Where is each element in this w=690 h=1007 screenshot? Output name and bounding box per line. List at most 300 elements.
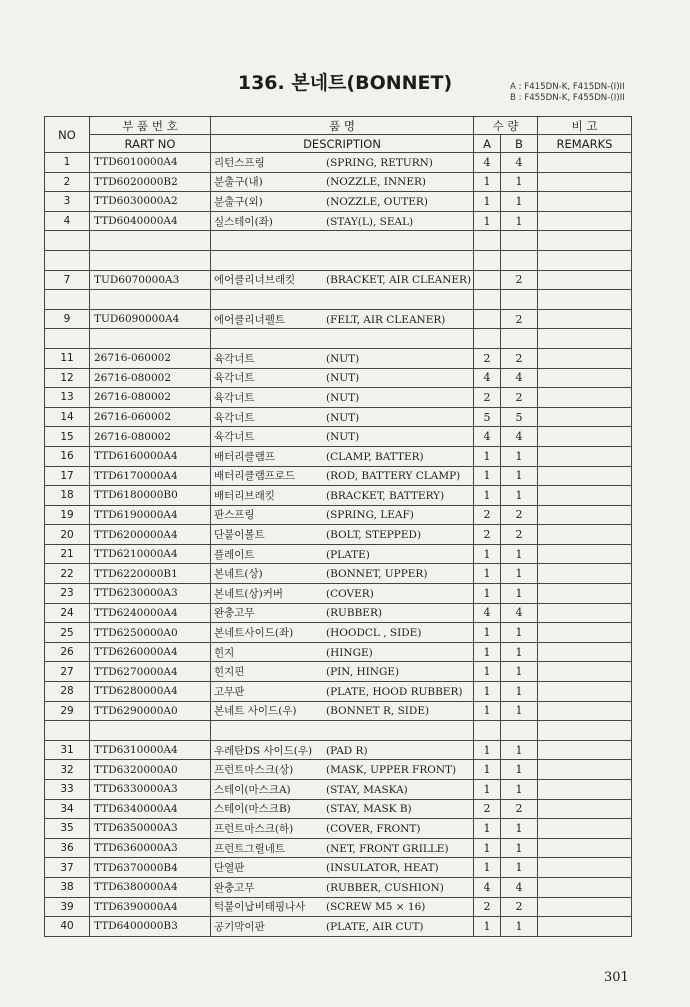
row-part-no xyxy=(90,290,211,310)
table-row xyxy=(45,231,632,251)
table-row xyxy=(45,760,632,780)
row-desc-en: (SPRING, LEAF) xyxy=(326,509,414,522)
table-row xyxy=(45,505,632,525)
row-qty-b: 1 xyxy=(501,917,538,937)
row-part-no: TTD6170000A4 xyxy=(90,466,211,486)
row-qty-a: 2 xyxy=(474,799,501,819)
row-description xyxy=(211,192,474,212)
row-qty-a xyxy=(474,250,501,270)
row-description xyxy=(211,446,474,466)
row-no: 9 xyxy=(45,309,90,329)
row-remarks xyxy=(538,329,632,349)
row-part-no: TTD6230000A3 xyxy=(90,584,211,604)
table-row xyxy=(45,662,632,682)
table-row xyxy=(45,407,632,427)
row-remarks xyxy=(538,368,632,388)
row-no: 39 xyxy=(45,897,90,917)
row-part-no: TTD6010000A4 xyxy=(90,153,211,173)
table-row xyxy=(45,877,632,897)
row-no: 31 xyxy=(45,740,90,760)
row-description xyxy=(211,348,474,368)
row-desc-kr: 프런트마스크(하) xyxy=(214,822,294,835)
table-row xyxy=(45,544,632,564)
header-desc-en: DESCRIPTION xyxy=(211,135,474,153)
row-no: 32 xyxy=(45,760,90,780)
row-desc-kr: 분출구(외) xyxy=(214,195,263,208)
row-no xyxy=(45,231,90,251)
row-description xyxy=(211,584,474,604)
row-no: 20 xyxy=(45,525,90,545)
row-description xyxy=(211,564,474,584)
row-description xyxy=(211,407,474,427)
page-title: 136. 본네트(BONNET) xyxy=(237,72,453,94)
row-no: 33 xyxy=(45,780,90,800)
row-desc-en: (BOLT, STEPPED) xyxy=(326,529,422,542)
row-description xyxy=(211,877,474,897)
row-desc-en: (NUT) xyxy=(326,352,360,365)
table-row xyxy=(45,780,632,800)
row-desc-en: (MASK, UPPER FRONT) xyxy=(326,764,457,777)
row-no: 35 xyxy=(45,819,90,839)
row-remarks xyxy=(538,760,632,780)
row-qty-a: 1 xyxy=(474,780,501,800)
row-part-no: TTD6270000A4 xyxy=(90,662,211,682)
model-b: B : F455DN-K, F455DN-(I)II xyxy=(510,93,625,103)
header-remarks-kr: 비 고 xyxy=(538,117,632,135)
row-desc-en: (BRACKET, AIR CLEANER) xyxy=(326,274,472,287)
row-no: 19 xyxy=(45,505,90,525)
row-qty-a: 4 xyxy=(474,427,501,447)
row-no: 18 xyxy=(45,486,90,506)
row-desc-en: (STAY(L), SEAL) xyxy=(326,215,414,228)
row-desc-en: (STAY, MASKA) xyxy=(326,783,408,796)
row-desc-kr: 배터리브래킷 xyxy=(214,489,275,502)
table-row xyxy=(45,525,632,545)
row-qty-b: 1 xyxy=(501,701,538,721)
row-description xyxy=(211,250,474,270)
table-row xyxy=(45,819,632,839)
row-remarks xyxy=(538,544,632,564)
table-row xyxy=(45,740,632,760)
row-desc-en: (NUT) xyxy=(326,431,360,444)
row-part-no: 26716-060002 xyxy=(90,407,211,427)
row-no: 26 xyxy=(45,642,90,662)
row-qty-a: 1 xyxy=(474,211,501,231)
row-description xyxy=(211,427,474,447)
row-desc-kr: 본네트 사이드(우) xyxy=(214,705,297,718)
header-part-en: RART NO xyxy=(90,135,211,153)
row-part-no: TTD6330000A3 xyxy=(90,780,211,800)
row-part-no: TTD6280000A4 xyxy=(90,682,211,702)
row-no: 17 xyxy=(45,466,90,486)
row-desc-kr: 단열판 xyxy=(214,862,245,875)
row-qty-a: 4 xyxy=(474,153,501,173)
row-remarks xyxy=(538,642,632,662)
row-desc-en: (PLATE, AIR CUT) xyxy=(326,920,424,933)
row-remarks xyxy=(538,740,632,760)
row-no: 34 xyxy=(45,799,90,819)
row-qty-a: 1 xyxy=(474,662,501,682)
row-qty-b: 4 xyxy=(501,603,538,623)
row-part-no: TTD6200000A4 xyxy=(90,525,211,545)
row-no: 4 xyxy=(45,211,90,231)
table-row xyxy=(45,309,632,329)
row-description xyxy=(211,858,474,878)
row-remarks xyxy=(538,388,632,408)
row-desc-kr: 리턴스프링 xyxy=(214,156,265,169)
row-no: 14 xyxy=(45,407,90,427)
row-desc-en: (PLATE, HOOD RUBBER) xyxy=(326,685,463,698)
row-qty-b: 1 xyxy=(501,466,538,486)
row-qty-a: 2 xyxy=(474,897,501,917)
row-part-no: TTD6400000B3 xyxy=(90,917,211,937)
row-remarks xyxy=(538,309,632,329)
row-qty-a: 1 xyxy=(474,172,501,192)
row-desc-kr: 힌지핀 xyxy=(214,666,245,679)
row-part-no: TTD6320000A0 xyxy=(90,760,211,780)
row-qty-b: 1 xyxy=(501,564,538,584)
row-qty-b: 1 xyxy=(501,819,538,839)
row-remarks xyxy=(538,153,632,173)
row-qty-b: 2 xyxy=(501,270,538,290)
row-description xyxy=(211,368,474,388)
row-part-no: TTD6350000A3 xyxy=(90,819,211,839)
row-qty-b xyxy=(501,721,538,741)
table-row xyxy=(45,642,632,662)
table-row xyxy=(45,564,632,584)
row-qty-a xyxy=(474,231,501,251)
row-qty-a: 2 xyxy=(474,348,501,368)
row-desc-en: (CLAMP, BATTER) xyxy=(326,450,424,463)
row-desc-kr: 에어클리너펠트 xyxy=(214,313,286,326)
row-qty-a: 4 xyxy=(474,603,501,623)
row-qty-b: 1 xyxy=(501,682,538,702)
table-row xyxy=(45,172,632,192)
row-qty-a: 5 xyxy=(474,407,501,427)
row-qty-a: 1 xyxy=(474,446,501,466)
row-desc-kr: 실스테이(좌) xyxy=(214,215,273,228)
row-description xyxy=(211,623,474,643)
model-a: A : F415DN-K, F415DN-(I)II xyxy=(510,82,625,92)
row-remarks xyxy=(538,231,632,251)
row-part-no xyxy=(90,250,211,270)
table-row xyxy=(45,211,632,231)
table-row xyxy=(45,270,632,290)
row-desc-en: (SPRING, RETURN) xyxy=(326,156,433,169)
row-desc-kr: 판스프링 xyxy=(214,509,255,522)
row-qty-b: 2 xyxy=(501,309,538,329)
row-qty-b: 1 xyxy=(501,584,538,604)
header-qty-kr: 수 량 xyxy=(474,117,538,135)
row-qty-b: 1 xyxy=(501,740,538,760)
row-qty-a: 1 xyxy=(474,544,501,564)
row-remarks xyxy=(538,446,632,466)
row-qty-b xyxy=(501,250,538,270)
row-qty-b: 2 xyxy=(501,525,538,545)
row-desc-kr: 육각너트 xyxy=(214,431,255,444)
row-qty-b: 1 xyxy=(501,760,538,780)
row-qty-a xyxy=(474,721,501,741)
row-qty-a: 2 xyxy=(474,388,501,408)
row-description xyxy=(211,662,474,682)
row-no xyxy=(45,721,90,741)
row-remarks xyxy=(538,505,632,525)
row-remarks xyxy=(538,250,632,270)
row-qty-a: 1 xyxy=(474,838,501,858)
row-desc-kr: 배터리클램프로드 xyxy=(214,470,296,483)
row-part-no: 26716-080002 xyxy=(90,427,211,447)
row-description xyxy=(211,486,474,506)
row-remarks xyxy=(538,603,632,623)
row-remarks xyxy=(538,486,632,506)
row-no: 23 xyxy=(45,584,90,604)
row-description xyxy=(211,780,474,800)
row-part-no: TTD6220000B1 xyxy=(90,564,211,584)
row-desc-kr: 단붙이볼트 xyxy=(214,529,265,542)
row-desc-kr: 플레이트 xyxy=(214,548,255,561)
header-qty-a: A xyxy=(474,135,501,153)
row-remarks xyxy=(538,192,632,212)
row-remarks xyxy=(538,799,632,819)
row-no xyxy=(45,250,90,270)
row-part-no xyxy=(90,231,211,251)
row-qty-a: 1 xyxy=(474,564,501,584)
table-row xyxy=(45,329,632,349)
row-description xyxy=(211,721,474,741)
row-description xyxy=(211,760,474,780)
row-qty-b: 5 xyxy=(501,407,538,427)
row-qty-b: 1 xyxy=(501,780,538,800)
row-part-no: TTD6180000B0 xyxy=(90,486,211,506)
row-qty-b: 2 xyxy=(501,505,538,525)
table-row xyxy=(45,682,632,702)
row-remarks xyxy=(538,270,632,290)
table-row xyxy=(45,917,632,937)
row-desc-en: (NET, FRONT GRILLE) xyxy=(326,842,449,855)
row-desc-en: (INSULATOR, HEAT) xyxy=(326,862,439,875)
model-legend xyxy=(510,82,625,104)
table-row xyxy=(45,427,632,447)
table-row xyxy=(45,858,632,878)
row-no: 15 xyxy=(45,427,90,447)
row-remarks xyxy=(538,525,632,545)
row-description xyxy=(211,329,474,349)
row-desc-en: (PAD R) xyxy=(326,744,368,757)
row-no: 3 xyxy=(45,192,90,212)
row-description xyxy=(211,505,474,525)
row-part-no: TTD6020000B2 xyxy=(90,172,211,192)
row-description xyxy=(211,525,474,545)
row-part-no: TTD6160000A4 xyxy=(90,446,211,466)
header-no: NO xyxy=(45,117,90,153)
row-desc-kr: 육각너트 xyxy=(214,372,255,385)
table-row xyxy=(45,250,632,270)
row-qty-a: 1 xyxy=(474,192,501,212)
row-desc-en: (NUT) xyxy=(326,372,360,385)
row-part-no: TTD6380000A4 xyxy=(90,877,211,897)
row-description xyxy=(211,388,474,408)
row-no: 28 xyxy=(45,682,90,702)
row-desc-en: (RUBBER, CUSHION) xyxy=(326,881,444,894)
row-desc-en: (COVER) xyxy=(326,587,374,600)
row-part-no: TTD6340000A4 xyxy=(90,799,211,819)
row-part-no: 26716-080002 xyxy=(90,388,211,408)
row-qty-b: 1 xyxy=(501,623,538,643)
row-desc-en: (NUT) xyxy=(326,391,360,404)
row-part-no: TTD6250000A0 xyxy=(90,623,211,643)
row-no: 12 xyxy=(45,368,90,388)
row-description xyxy=(211,211,474,231)
row-description xyxy=(211,603,474,623)
row-qty-b: 2 xyxy=(501,897,538,917)
row-no xyxy=(45,329,90,349)
row-desc-kr: 완충고무 xyxy=(214,881,255,894)
row-remarks xyxy=(538,407,632,427)
row-description xyxy=(211,270,474,290)
header-desc-kr: 품 명 xyxy=(211,117,474,135)
row-desc-kr: 육각너트 xyxy=(214,352,255,365)
row-qty-a: 1 xyxy=(474,760,501,780)
parts-table xyxy=(44,116,632,937)
table-row xyxy=(45,838,632,858)
row-desc-kr: 분출구(내) xyxy=(214,176,263,189)
table-row xyxy=(45,623,632,643)
row-qty-a: 1 xyxy=(474,858,501,878)
row-part-no: TTD6290000A0 xyxy=(90,701,211,721)
row-qty-b: 1 xyxy=(501,838,538,858)
row-remarks xyxy=(538,780,632,800)
row-desc-en: (STAY, MASK B) xyxy=(326,803,412,816)
row-qty-a: 1 xyxy=(474,701,501,721)
row-description xyxy=(211,917,474,937)
row-qty-a: 1 xyxy=(474,819,501,839)
row-qty-b xyxy=(501,231,538,251)
row-qty-a: 1 xyxy=(474,682,501,702)
row-remarks xyxy=(538,623,632,643)
row-desc-en: (PIN, HINGE) xyxy=(326,666,400,679)
row-qty-b: 2 xyxy=(501,348,538,368)
row-desc-kr: 프런트마스크(상) xyxy=(214,764,294,777)
row-part-no: TTD6190000A4 xyxy=(90,505,211,525)
row-part-no: TUD6090000A4 xyxy=(90,309,211,329)
table-row xyxy=(45,348,632,368)
row-qty-a: 1 xyxy=(474,486,501,506)
row-desc-kr: 힌지 xyxy=(214,646,235,659)
table-row xyxy=(45,584,632,604)
row-desc-en: (PLATE) xyxy=(326,548,370,561)
row-remarks xyxy=(538,211,632,231)
row-no: 40 xyxy=(45,917,90,937)
table-row xyxy=(45,153,632,173)
row-qty-a: 1 xyxy=(474,584,501,604)
row-remarks xyxy=(538,584,632,604)
row-description xyxy=(211,701,474,721)
row-desc-en: (RUBBER) xyxy=(326,607,382,620)
row-remarks xyxy=(538,348,632,368)
row-no: 13 xyxy=(45,388,90,408)
row-desc-kr: 프런트그릴네트 xyxy=(214,842,286,855)
row-remarks xyxy=(538,897,632,917)
row-desc-en: (BONNET R, SIDE) xyxy=(326,705,430,718)
row-desc-kr: 본네트(상) xyxy=(214,568,263,581)
row-part-no: TTD6360000A3 xyxy=(90,838,211,858)
row-no: 29 xyxy=(45,701,90,721)
row-qty-b: 1 xyxy=(501,446,538,466)
row-part-no: TTD6240000A4 xyxy=(90,603,211,623)
row-remarks xyxy=(538,172,632,192)
header-part-kr: 부 품 번 호 xyxy=(90,117,211,135)
row-qty-a xyxy=(474,290,501,310)
row-desc-kr: 완충고무 xyxy=(214,607,255,620)
row-desc-kr: 턱붙이납비태핑나사 xyxy=(214,901,306,914)
row-remarks xyxy=(538,701,632,721)
row-part-no xyxy=(90,329,211,349)
row-qty-b: 1 xyxy=(501,211,538,231)
row-remarks xyxy=(538,819,632,839)
row-no: 38 xyxy=(45,877,90,897)
row-description xyxy=(211,740,474,760)
row-no: 1 xyxy=(45,153,90,173)
row-qty-b: 1 xyxy=(501,544,538,564)
page-number: 301 xyxy=(604,970,629,985)
row-part-no: 26716-060002 xyxy=(90,348,211,368)
row-remarks xyxy=(538,427,632,447)
row-no xyxy=(45,290,90,310)
row-description xyxy=(211,838,474,858)
row-no: 21 xyxy=(45,544,90,564)
header-remarks-en: REMARKS xyxy=(538,135,632,153)
row-qty-a xyxy=(474,309,501,329)
row-part-no: TTD6260000A4 xyxy=(90,642,211,662)
row-qty-a xyxy=(474,270,501,290)
table-row xyxy=(45,603,632,623)
row-qty-a: 4 xyxy=(474,368,501,388)
row-remarks xyxy=(538,564,632,584)
row-qty-b: 2 xyxy=(501,799,538,819)
row-qty-a: 1 xyxy=(474,642,501,662)
row-qty-b: 1 xyxy=(501,172,538,192)
row-qty-b: 4 xyxy=(501,427,538,447)
row-desc-en: (NOZZLE, INNER) xyxy=(326,176,426,189)
row-description xyxy=(211,544,474,564)
row-no: 37 xyxy=(45,858,90,878)
row-part-no: TTD6210000A4 xyxy=(90,544,211,564)
row-no: 11 xyxy=(45,348,90,368)
row-desc-en: (ROD, BATTERY CLAMP) xyxy=(326,470,461,483)
row-desc-kr: 본네트사이드(좌) xyxy=(214,627,294,640)
row-part-no: TTD6390000A4 xyxy=(90,897,211,917)
row-description xyxy=(211,799,474,819)
row-desc-kr: 육각너트 xyxy=(214,391,255,404)
table-row xyxy=(45,368,632,388)
row-qty-b: 4 xyxy=(501,877,538,897)
row-desc-kr: 스테이(마스크A) xyxy=(214,783,291,796)
row-description xyxy=(211,172,474,192)
table-row xyxy=(45,388,632,408)
row-qty-a: 1 xyxy=(474,466,501,486)
table-row xyxy=(45,799,632,819)
row-desc-en: (BRACKET, BATTERY) xyxy=(326,489,445,502)
row-no: 2 xyxy=(45,172,90,192)
row-desc-en: (BONNET, UPPER) xyxy=(326,568,428,581)
row-remarks xyxy=(538,917,632,937)
row-description xyxy=(211,153,474,173)
row-no: 16 xyxy=(45,446,90,466)
table-row xyxy=(45,466,632,486)
row-desc-en: (FELT, AIR CLEANER) xyxy=(326,313,446,326)
row-desc-kr: 에어클리너브래킷 xyxy=(214,274,296,287)
row-desc-kr: 배터리클램프 xyxy=(214,450,275,463)
